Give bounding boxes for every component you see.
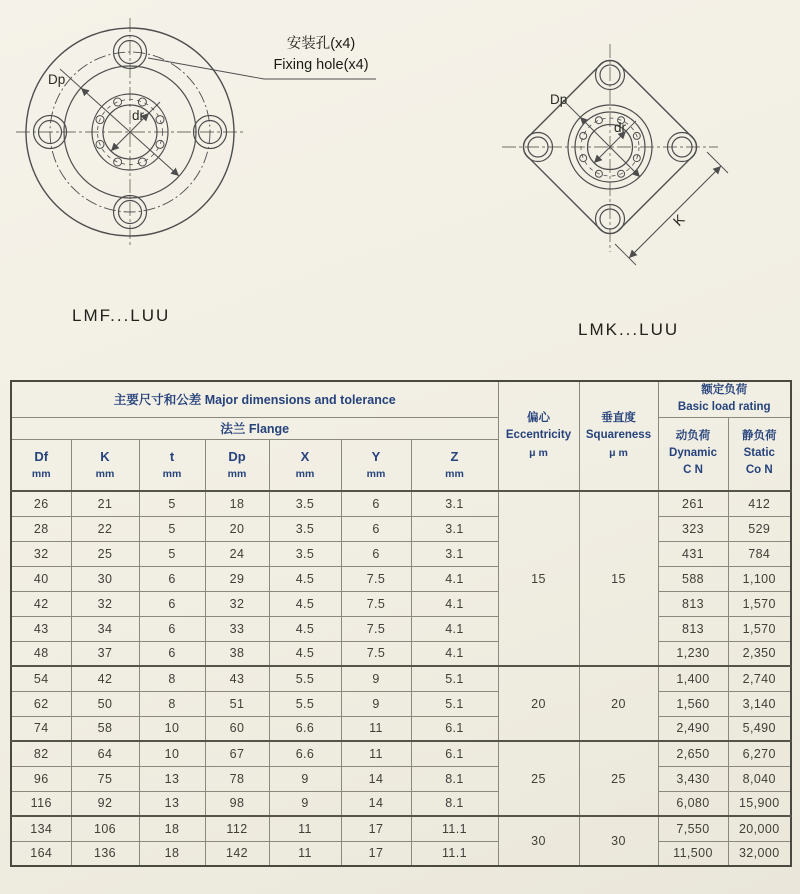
dynamic-header-cn: 动负荷 bbox=[675, 429, 711, 442]
x-cell: 3.5 bbox=[269, 491, 341, 516]
z-cell: 11.1 bbox=[411, 841, 498, 866]
table-row bbox=[11, 641, 791, 666]
table-row bbox=[11, 766, 791, 791]
dp-cell: 32 bbox=[205, 591, 269, 616]
dp-cell: 98 bbox=[205, 791, 269, 816]
table-row bbox=[11, 791, 791, 816]
k-cell: 21 bbox=[71, 491, 139, 516]
lmk-dr-leader bbox=[626, 121, 636, 131]
y-cell: 6 bbox=[341, 516, 411, 541]
dp-cell: 20 bbox=[205, 516, 269, 541]
table-row bbox=[11, 691, 791, 716]
flange-header: 法兰 Flange bbox=[11, 417, 498, 439]
y-cell: 6 bbox=[341, 491, 411, 516]
k-cell: 42 bbox=[71, 666, 139, 691]
annotation-line-en: Fixing hole(x4) bbox=[273, 57, 369, 74]
table-row bbox=[11, 491, 791, 516]
lmk-drawing bbox=[502, 44, 728, 265]
col-header-k: K mm bbox=[71, 439, 139, 491]
squareness-cell: 25 bbox=[579, 741, 658, 816]
t-cell: 5 bbox=[139, 541, 205, 566]
lmk-dr-label: dr bbox=[614, 120, 627, 135]
static-load-cell: 8,040 bbox=[728, 766, 791, 791]
lmk-caption: LMK...LUU bbox=[578, 320, 680, 339]
z-cell: 6.1 bbox=[411, 741, 498, 766]
y-cell: 7.5 bbox=[341, 641, 411, 666]
dynamic-header-en: Dynamic bbox=[669, 447, 717, 460]
dynamic-load-cell: 1,560 bbox=[658, 691, 728, 716]
fixing-hole-annotation bbox=[255, 34, 387, 76]
load-rating-header-en: Basic load rating bbox=[677, 401, 771, 414]
table-row bbox=[11, 591, 791, 616]
static-header-en: Static bbox=[743, 447, 775, 460]
dynamic-load-cell: 7,550 bbox=[658, 816, 728, 841]
z-cell: 3.1 bbox=[411, 516, 498, 541]
k-cell: 34 bbox=[71, 616, 139, 641]
t-cell: 6 bbox=[139, 566, 205, 591]
df-cell: 96 bbox=[11, 766, 71, 791]
y-cell: 7.5 bbox=[341, 566, 411, 591]
squareness-cell: 30 bbox=[579, 816, 658, 866]
eccentricity-header bbox=[498, 381, 579, 491]
x-cell: 5.5 bbox=[269, 666, 341, 691]
t-cell: 6 bbox=[139, 641, 205, 666]
t-cell: 13 bbox=[139, 766, 205, 791]
table-row bbox=[11, 666, 791, 691]
major-dimensions-header: 主要尺寸和公差 Major dimensions and tolerance bbox=[11, 381, 498, 417]
eccentricity-cell: 20 bbox=[498, 666, 579, 741]
static-header-cn: 静负荷 bbox=[742, 429, 777, 442]
df-cell: 43 bbox=[11, 616, 71, 641]
dp-cell: 112 bbox=[205, 816, 269, 841]
z-cell: 11.1 bbox=[411, 816, 498, 841]
col-header-df: Df mm bbox=[11, 439, 71, 491]
t-cell: 10 bbox=[139, 741, 205, 766]
x-cell: 9 bbox=[269, 766, 341, 791]
k-cell: 30 bbox=[71, 566, 139, 591]
table-row bbox=[11, 841, 791, 866]
dp-cell: 78 bbox=[205, 766, 269, 791]
eccentricity-header-en: Eccentricity bbox=[505, 429, 572, 442]
t-cell: 13 bbox=[139, 791, 205, 816]
eccentricity-cell: 30 bbox=[498, 816, 579, 866]
static-load-cell: 32,000 bbox=[728, 841, 791, 866]
x-cell: 9 bbox=[269, 791, 341, 816]
dynamic-header-unit: C N bbox=[683, 464, 703, 477]
df-cell: 26 bbox=[11, 491, 71, 516]
z-cell: 8.1 bbox=[411, 791, 498, 816]
t-cell: 8 bbox=[139, 666, 205, 691]
k-cell: 32 bbox=[71, 591, 139, 616]
y-cell: 11 bbox=[341, 716, 411, 741]
df-cell: 28 bbox=[11, 516, 71, 541]
dp-cell: 24 bbox=[205, 541, 269, 566]
diagram-area bbox=[0, 0, 800, 372]
y-cell: 9 bbox=[341, 691, 411, 716]
df-cell: 134 bbox=[11, 816, 71, 841]
static-load-cell: 3,140 bbox=[728, 691, 791, 716]
y-cell: 6 bbox=[341, 541, 411, 566]
table-row bbox=[11, 716, 791, 741]
df-cell: 74 bbox=[11, 716, 71, 741]
t-cell: 8 bbox=[139, 691, 205, 716]
dynamic-load-cell: 1,230 bbox=[658, 641, 728, 666]
dp-cell: 43 bbox=[205, 666, 269, 691]
squareness-header-cn: 垂直度 bbox=[601, 412, 636, 425]
k-cell: 75 bbox=[71, 766, 139, 791]
df-cell: 40 bbox=[11, 566, 71, 591]
dp-cell: 60 bbox=[205, 716, 269, 741]
static-load-cell: 1,570 bbox=[728, 591, 791, 616]
table-row bbox=[11, 816, 791, 841]
col-header-y: Y mm bbox=[341, 439, 411, 491]
squareness-header-en: Squareness bbox=[585, 429, 652, 442]
table-row bbox=[11, 566, 791, 591]
t-cell: 5 bbox=[139, 516, 205, 541]
dynamic-load-cell: 261 bbox=[658, 491, 728, 516]
x-cell: 4.5 bbox=[269, 566, 341, 591]
dynamic-load-cell: 11,500 bbox=[658, 841, 728, 866]
static-load-cell: 5,490 bbox=[728, 716, 791, 741]
z-cell: 6.1 bbox=[411, 716, 498, 741]
x-cell: 4.5 bbox=[269, 616, 341, 641]
squareness-unit: μ m bbox=[609, 446, 628, 459]
squareness-header bbox=[579, 381, 658, 491]
static-load-header bbox=[728, 417, 791, 491]
dp-cell: 33 bbox=[205, 616, 269, 641]
eccentricity-cell: 15 bbox=[498, 491, 579, 666]
df-cell: 116 bbox=[11, 791, 71, 816]
static-load-cell: 2,740 bbox=[728, 666, 791, 691]
k-cell: 22 bbox=[71, 516, 139, 541]
dynamic-load-cell: 1,400 bbox=[658, 666, 728, 691]
k-cell: 58 bbox=[71, 716, 139, 741]
k-cell: 136 bbox=[71, 841, 139, 866]
dynamic-load-cell: 2,650 bbox=[658, 741, 728, 766]
dp-cell: 142 bbox=[205, 841, 269, 866]
y-cell: 7.5 bbox=[341, 591, 411, 616]
static-load-cell: 412 bbox=[728, 491, 791, 516]
table-row bbox=[11, 516, 791, 541]
y-cell: 9 bbox=[341, 666, 411, 691]
df-cell: 54 bbox=[11, 666, 71, 691]
table-row bbox=[11, 541, 791, 566]
y-cell: 17 bbox=[341, 816, 411, 841]
t-cell: 6 bbox=[139, 616, 205, 641]
df-cell: 42 bbox=[11, 591, 71, 616]
dp-cell: 29 bbox=[205, 566, 269, 591]
eccentricity-unit: μ m bbox=[529, 446, 548, 459]
dynamic-load-cell: 3,430 bbox=[658, 766, 728, 791]
x-cell: 6.6 bbox=[269, 716, 341, 741]
lmf-caption: LMF...LUU bbox=[72, 306, 171, 325]
dynamic-load-cell: 588 bbox=[658, 566, 728, 591]
table-row bbox=[11, 741, 791, 766]
z-cell: 3.1 bbox=[411, 541, 498, 566]
z-cell: 8.1 bbox=[411, 766, 498, 791]
dynamic-load-header bbox=[658, 417, 728, 491]
z-cell: 4.1 bbox=[411, 616, 498, 641]
static-load-cell: 2,350 bbox=[728, 641, 791, 666]
k-cell: 25 bbox=[71, 541, 139, 566]
table-body bbox=[11, 491, 791, 866]
k-cell: 106 bbox=[71, 816, 139, 841]
k-cell: 92 bbox=[71, 791, 139, 816]
static-load-cell: 784 bbox=[728, 541, 791, 566]
k-cell: 50 bbox=[71, 691, 139, 716]
col-header-z: Z mm bbox=[411, 439, 498, 491]
static-load-cell: 1,100 bbox=[728, 566, 791, 591]
t-cell: 18 bbox=[139, 841, 205, 866]
z-cell: 4.1 bbox=[411, 591, 498, 616]
x-cell: 11 bbox=[269, 841, 341, 866]
t-cell: 10 bbox=[139, 716, 205, 741]
t-cell: 6 bbox=[139, 591, 205, 616]
df-cell: 62 bbox=[11, 691, 71, 716]
load-rating-header bbox=[658, 381, 791, 417]
df-cell: 82 bbox=[11, 741, 71, 766]
dynamic-load-cell: 2,490 bbox=[658, 716, 728, 741]
y-cell: 17 bbox=[341, 841, 411, 866]
df-cell: 48 bbox=[11, 641, 71, 666]
k-cell: 37 bbox=[71, 641, 139, 666]
y-cell: 14 bbox=[341, 766, 411, 791]
squareness-cell: 15 bbox=[579, 491, 658, 666]
static-header-unit: Co N bbox=[745, 464, 773, 477]
y-cell: 11 bbox=[341, 741, 411, 766]
load-rating-header-cn: 额定负荷 bbox=[701, 384, 748, 396]
k-cell: 64 bbox=[71, 741, 139, 766]
dp-cell: 38 bbox=[205, 641, 269, 666]
lmf-dr-label: dr bbox=[132, 108, 145, 123]
y-cell: 7.5 bbox=[341, 616, 411, 641]
dp-cell: 67 bbox=[205, 741, 269, 766]
df-cell: 164 bbox=[11, 841, 71, 866]
x-cell: 5.5 bbox=[269, 691, 341, 716]
x-cell: 4.5 bbox=[269, 641, 341, 666]
dp-cell: 18 bbox=[205, 491, 269, 516]
table-row bbox=[11, 616, 791, 641]
dp-cell: 51 bbox=[205, 691, 269, 716]
x-cell: 4.5 bbox=[269, 591, 341, 616]
col-header-x: X mm bbox=[269, 439, 341, 491]
static-load-cell: 20,000 bbox=[728, 816, 791, 841]
y-cell: 14 bbox=[341, 791, 411, 816]
dimensions-table bbox=[10, 380, 792, 867]
col-header-dp: Dp mm bbox=[205, 439, 269, 491]
x-cell: 6.6 bbox=[269, 741, 341, 766]
col-header-t: t mm bbox=[139, 439, 205, 491]
x-cell: 3.5 bbox=[269, 516, 341, 541]
static-load-cell: 6,270 bbox=[728, 741, 791, 766]
z-cell: 5.1 bbox=[411, 691, 498, 716]
x-cell: 11 bbox=[269, 816, 341, 841]
eccentricity-cell: 25 bbox=[498, 741, 579, 816]
lmf-dp-label: Dp bbox=[48, 72, 66, 87]
static-load-cell: 1,570 bbox=[728, 616, 791, 641]
df-cell: 32 bbox=[11, 541, 71, 566]
squareness-cell: 20 bbox=[579, 666, 658, 741]
z-cell: 4.1 bbox=[411, 566, 498, 591]
z-cell: 3.1 bbox=[411, 491, 498, 516]
dynamic-load-cell: 431 bbox=[658, 541, 728, 566]
t-cell: 5 bbox=[139, 491, 205, 516]
static-load-cell: 529 bbox=[728, 516, 791, 541]
lmk-dp-label: Dp bbox=[550, 92, 568, 107]
dynamic-load-cell: 6,080 bbox=[658, 791, 728, 816]
eccentricity-header-cn: 偏心 bbox=[527, 412, 550, 425]
t-cell: 18 bbox=[139, 816, 205, 841]
z-cell: 4.1 bbox=[411, 641, 498, 666]
lmk-k-label: K bbox=[669, 211, 688, 229]
dynamic-load-cell: 813 bbox=[658, 591, 728, 616]
z-cell: 5.1 bbox=[411, 666, 498, 691]
dynamic-load-cell: 323 bbox=[658, 516, 728, 541]
dynamic-load-cell: 813 bbox=[658, 616, 728, 641]
x-cell: 3.5 bbox=[269, 541, 341, 566]
static-load-cell: 15,900 bbox=[728, 791, 791, 816]
annotation-line-cn: 安装孔(x4) bbox=[286, 36, 356, 52]
